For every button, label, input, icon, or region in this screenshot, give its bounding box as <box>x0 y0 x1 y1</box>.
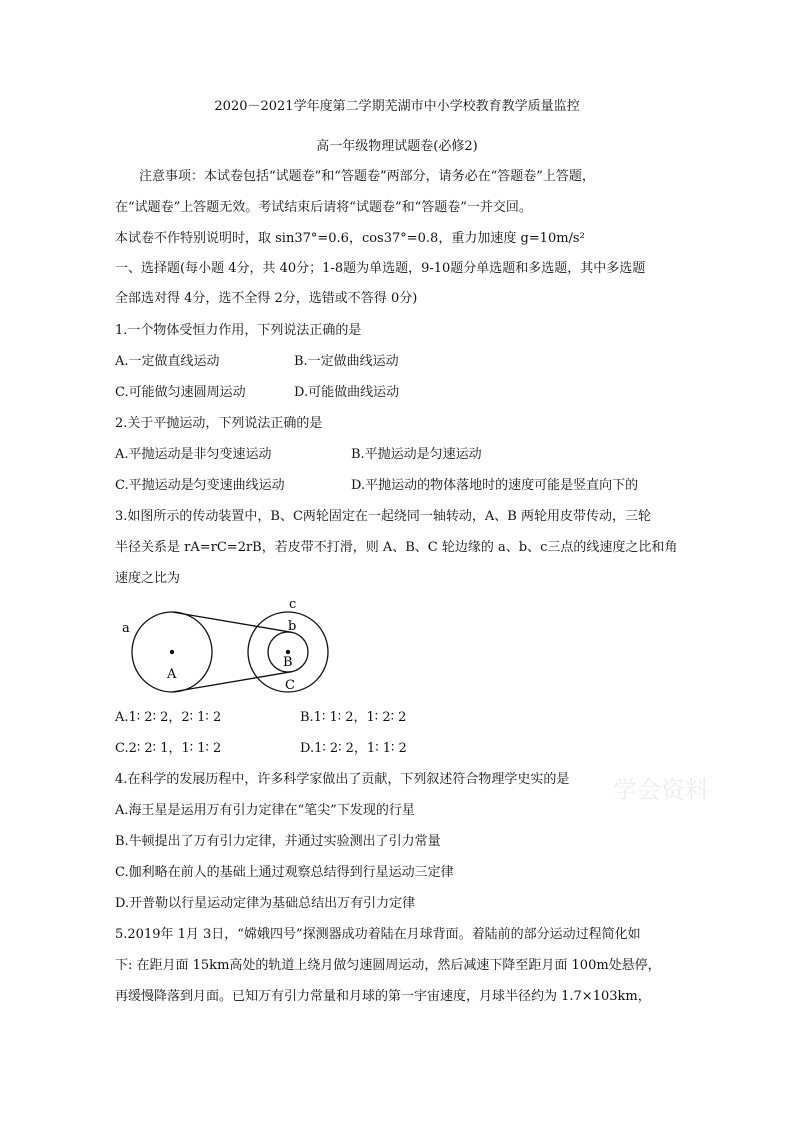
exam-title: 2020－2021学年度第二学期芜湖市中小学校教育教学质量监控 <box>214 99 580 114</box>
label-c: c <box>289 597 297 612</box>
q3-stem-prefix: 半径关系是 <box>115 540 185 555</box>
q1-option-b: B.一定做曲线运动 <box>294 354 399 369</box>
label-A: A <box>167 667 177 682</box>
label-C: C <box>285 678 295 693</box>
q2-option-b: B.平抛运动是匀速运动 <box>351 447 482 462</box>
q4-option-d: D.开普勒以行星运动定律为基础总结出万有引力定律 <box>115 896 416 911</box>
q3-stem-line-2 <box>115 541 677 554</box>
q4-option-b: B.牛顿提出了万有引力定律，并通过实验测出了引力常量 <box>115 834 441 849</box>
q5-line-3: 再缓慢降落到月面。已知万有引力常量和月球的第一宇宙速度，月球半径约为 1.7×103km， <box>115 989 651 1004</box>
q3-stem-suffix: ，若皮带不打滑，则 A、B、C 轮边缘的 a、b、c三点的线速度之比和角 <box>261 540 678 555</box>
q3-option-d: D.1∶ 2∶ 2，1∶ 1∶ 2 <box>300 741 407 756</box>
q4-stem: 4.在科学的发展历程中，许多科学家做出了贡献，下列叙述符合物理学史实的是 <box>115 772 570 787</box>
watermark: 学会资料 <box>613 776 709 804</box>
q3-option-a: A.1∶ 2∶ 2，2∶ 1∶ 2 <box>115 710 222 725</box>
q5-line-1: 5.2019年 1月 3日，“嫦娥四号”探测器成功着陆在月球背面。着陆前的部分运动过程简化如 <box>115 927 641 942</box>
q3-option-b: B.1∶ 1∶ 2，1∶ 2∶ 2 <box>300 710 407 725</box>
q1-option-c: C.可能做匀速圆周运动 <box>115 385 246 400</box>
notice-constants: 本试卷不作特别说明时，取 sin37°=0.6，cos37°=0.8，重力加速度 g=10m/s² <box>115 231 585 246</box>
wheel-a-center <box>170 650 174 654</box>
wheel-b-center <box>286 650 290 654</box>
q1-option-a: A.一定做直线运动 <box>115 354 220 369</box>
section-heading-line-2: 全部选对得 4分，选不全得 2分，选错或不答得 0分) <box>115 291 418 306</box>
q5-line-2: 下: 在距月面 15km高处的轨道上绕月做匀速圆周运动，然后减速下降至距月面 100m处悬停， <box>115 958 661 973</box>
notice-line-2: 在“试题卷”上答题无效。考试结束后请将“试题卷”和“答题卷”一并交回。 <box>115 200 532 215</box>
q4-option-a: A.海王星是运用万有引力定律在“笔尖”下发现的行星 <box>115 803 415 818</box>
q2-option-a: A.平抛运动是非匀变速运动 <box>115 447 272 462</box>
label-B: B <box>283 655 293 670</box>
q3-stem-line-1: 3.如图所示的传动装置中，B、C两轮固定在一起绕同一轴转动，A、B 两轮用皮带传动，三轮 <box>115 509 651 524</box>
label-a: a <box>122 621 130 636</box>
q2-option-d: D.平抛运动的物体落地时的速度可能是竖直向下的 <box>351 478 639 493</box>
notice-line-1: 注意事项：本试卷包括“试题卷”和“答题卷”两部分，请务必在“答题卷”上答题， <box>139 169 595 184</box>
q3-option-c: C.2∶ 2∶ 1，1∶ 1∶ 2 <box>115 741 222 756</box>
q2-option-c: C.平抛运动是匀变速曲线运动 <box>115 478 285 493</box>
pulley-diagram <box>110 595 340 700</box>
label-b: b <box>288 619 297 634</box>
q2-stem: 2.关于平抛运动，下列说法正确的是 <box>115 416 323 431</box>
q4-option-c: C.伽利略在前人的基础上通过观察总结得到行星运动三定律 <box>115 865 454 880</box>
q3-stem-line-3: 速度之比为 <box>115 571 181 586</box>
q1-option-d: D.可能做曲线运动 <box>294 385 400 400</box>
exam-subtitle: 高一年级物理试题卷(必修2) <box>316 139 478 154</box>
section-heading-line-1: 一、选择题(每小题 4分，共 40分；1-8题为单选题，9-10题分单选题和多选题，其中多选题 <box>115 261 646 276</box>
q1-stem: 1.一个物体受恒力作用，下列说法正确的是 <box>115 323 362 338</box>
radius-formula: rA=rC=2rB <box>184 540 262 555</box>
